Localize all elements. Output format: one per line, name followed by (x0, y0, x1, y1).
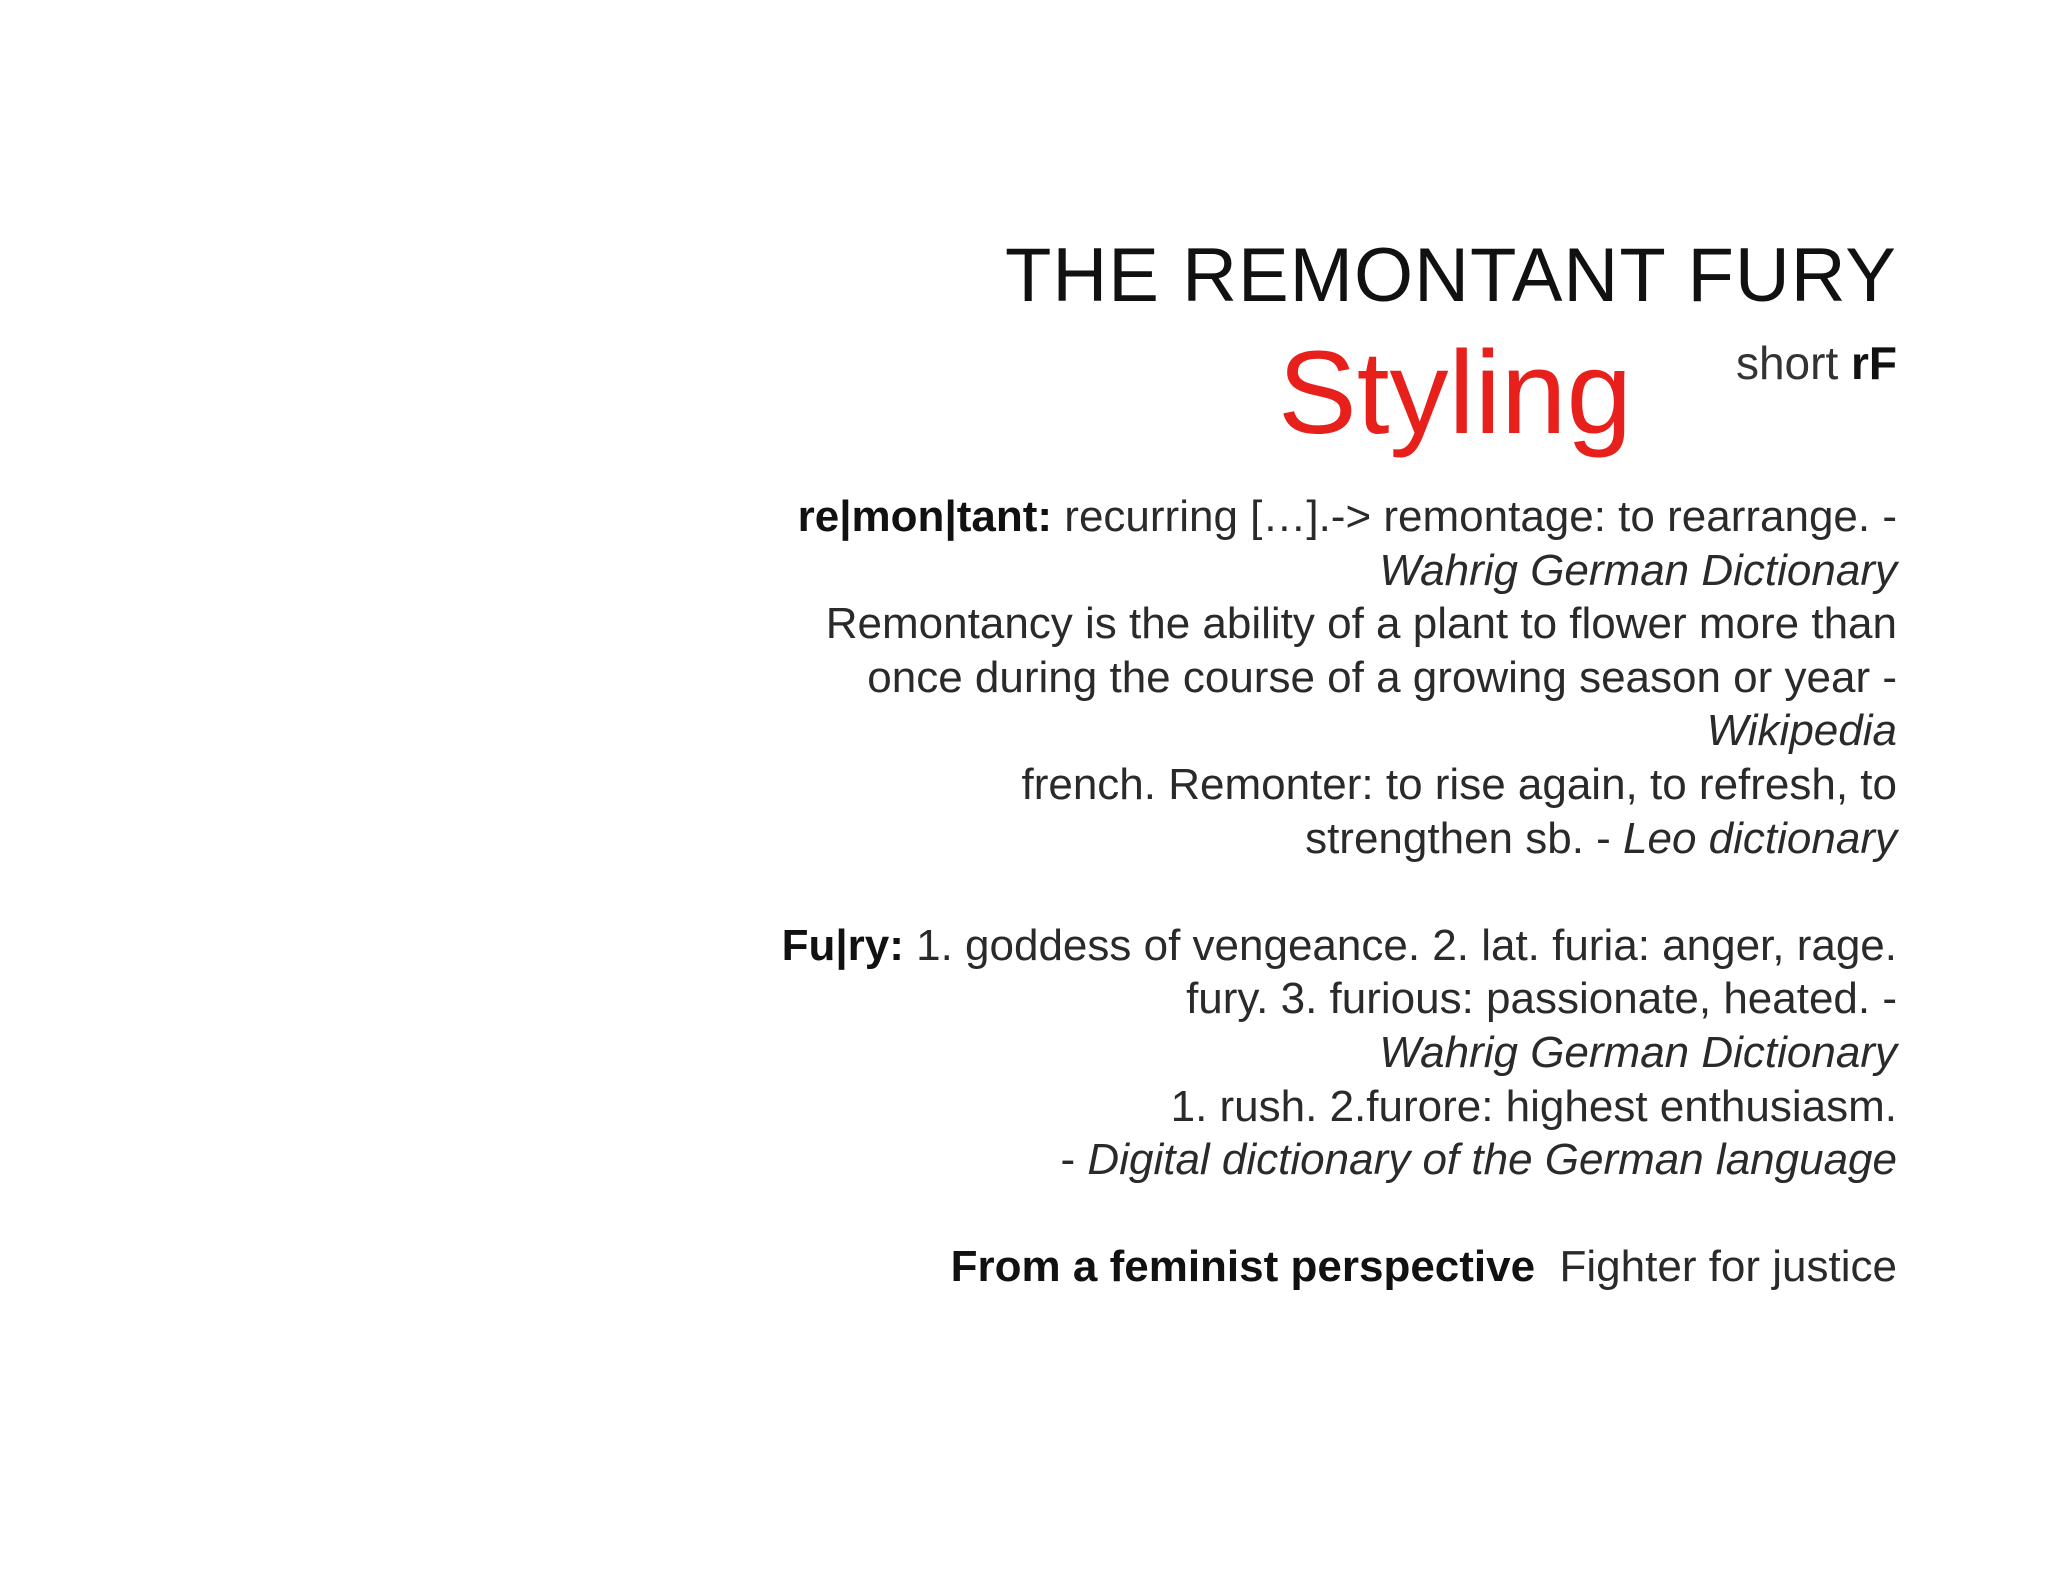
fury-line-2: fury. 3. furious: passionate, heated. - (1186, 974, 1897, 1024)
styling-label: Styling (1278, 327, 1633, 459)
fury-source-prefix: - (1060, 1135, 1076, 1185)
spacer (397, 865, 1897, 919)
french-line-2 (397, 812, 1897, 866)
fury-source-wahrig: Wahrig German Dictionary (1379, 1027, 1897, 1077)
short-abbr: rF (1851, 337, 1897, 389)
french-line-1: french. Remonter: to rise again, to refresh, to (1021, 759, 1897, 809)
remontant-definition-line (397, 490, 1897, 544)
spacer (397, 1187, 1897, 1241)
feminist-label: From a feminist perspective (950, 1242, 1536, 1292)
page-title: THE REMONTANT FURY (1004, 233, 1897, 318)
remontant-source-wikipedia: Wikipedia (1706, 706, 1897, 756)
short-abbreviation (1735, 337, 1897, 389)
fury-source-digital-line (397, 1133, 1897, 1187)
feminist-line (397, 1240, 1897, 1294)
remontant-source-wahrig: Wahrig German Dictionary (1379, 545, 1897, 595)
fury-line-1: 1. goddess of vengeance. 2. lat. furia: anger, rage. (916, 920, 1897, 970)
remontant-source-leo: Leo dictionary (1623, 813, 1897, 863)
french-line-2-text: strengthen sb. - (1305, 813, 1611, 863)
remontancy-line-1: Remontancy is the ability of a plant to flower more than (825, 599, 1897, 649)
feminist-text: Fighter for justice (1559, 1242, 1897, 1292)
remontancy-line-2: once during the course of a growing season or year - (867, 652, 1897, 702)
remontant-term: re|mon|tant: (797, 492, 1053, 541)
fury-term: Fu|ry: (781, 920, 904, 970)
short-prefix: short (1735, 337, 1839, 389)
definitions-block (397, 490, 1897, 1294)
fury-line-3: 1. rush. 2.furore: highest enthusiasm. (1170, 1081, 1897, 1131)
remontant-definition: recurring […].-> remontage: to rearrange. - (1064, 492, 1897, 541)
fury-source-digital: Digital dictionary of the German language (1087, 1135, 1897, 1185)
fury-definition-line (397, 919, 1897, 973)
